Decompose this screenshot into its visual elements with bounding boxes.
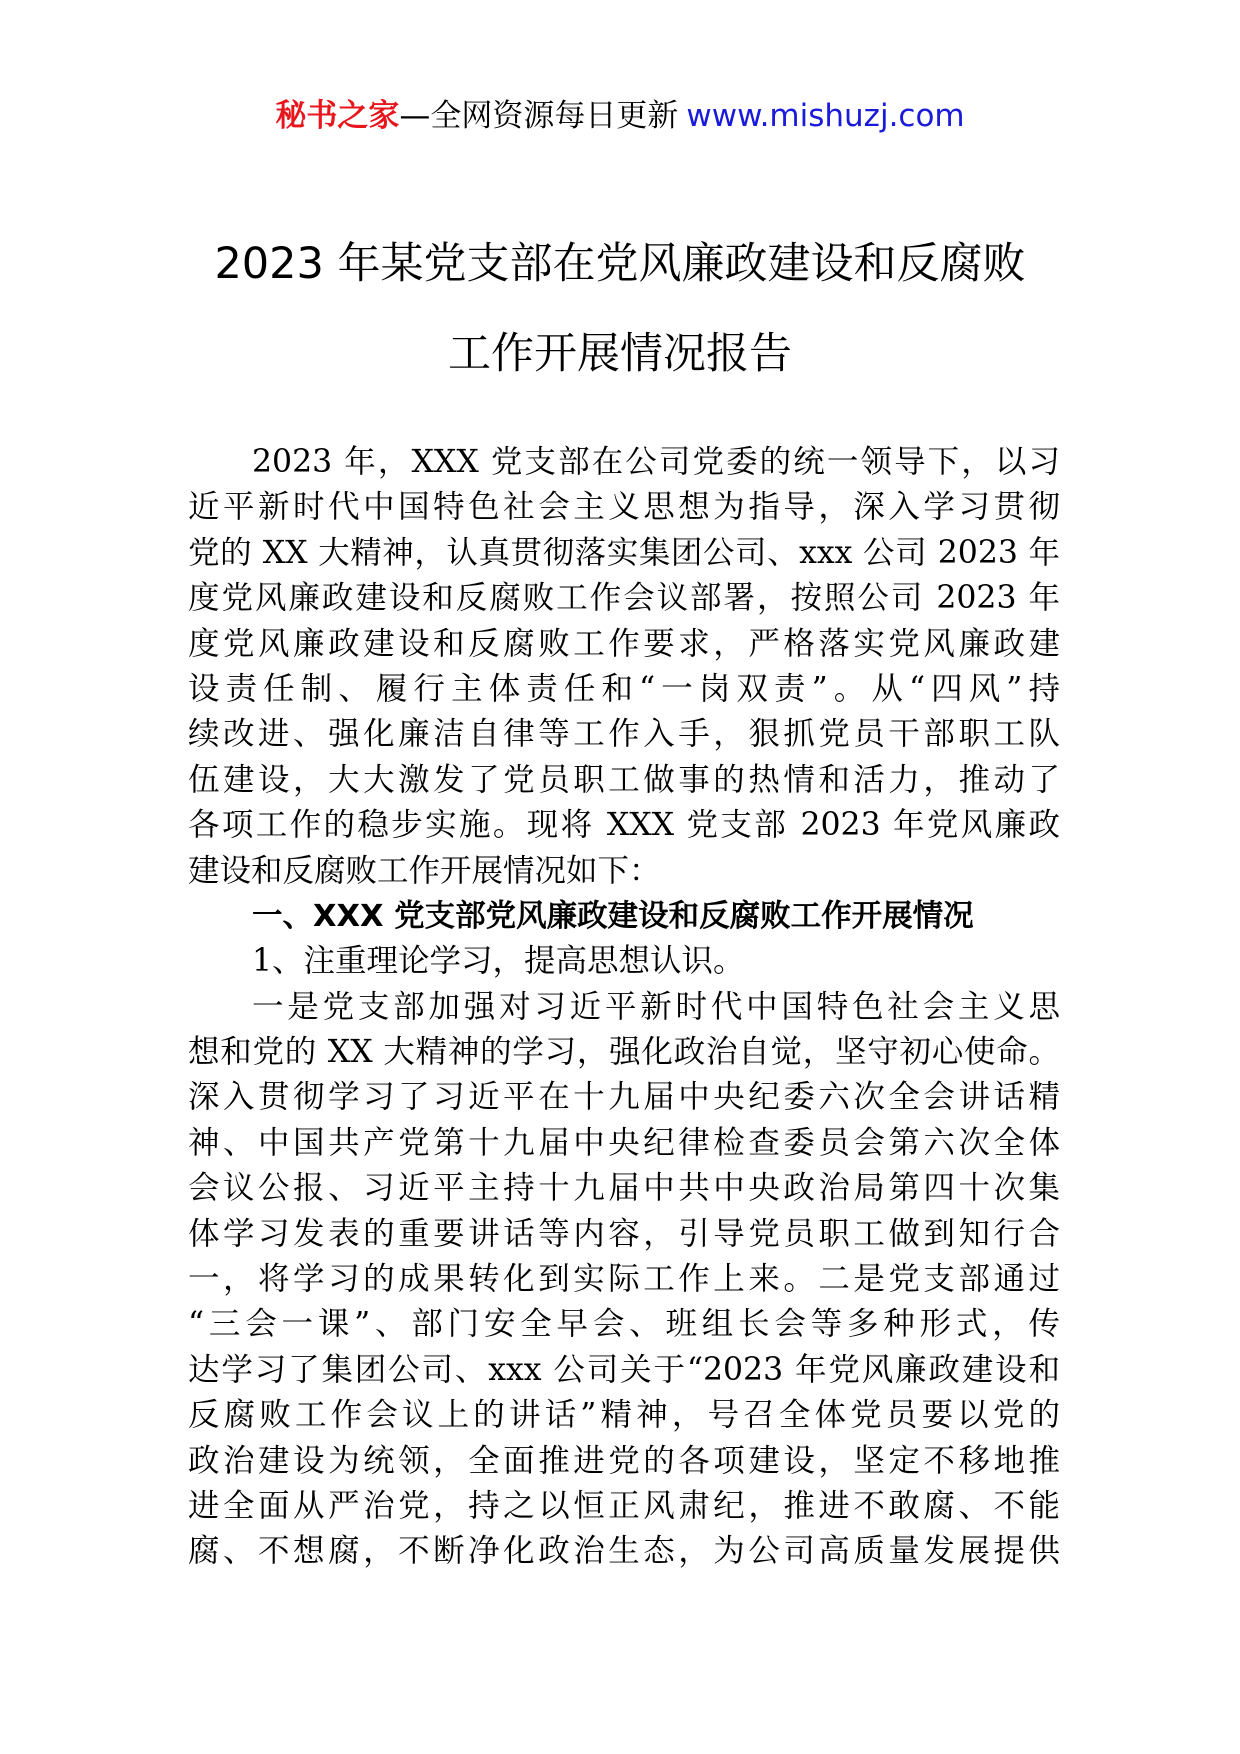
- body-line: 建设和反腐败工作开展情况如下：: [188, 852, 661, 889]
- site-tagline: —全网资源每日更新: [399, 98, 679, 134]
- body-line: 反腐败工作会议上的讲话”精神，号召全体党员要以党的: [188, 1397, 1060, 1434]
- section-heading: 一、XXX 党支部党风廉政建设和反腐败工作开展情况: [252, 898, 974, 934]
- body-line: 2023 年，XXX 党支部在公司党委的统一领导下，以习: [252, 444, 1060, 480]
- body-line: 近平新时代中国特色社会主义思想为指导，深入学习贯彻: [188, 489, 1060, 526]
- body-line: 各项工作的稳步实施。现将 XXX 党支部 2023 年党风廉政: [188, 807, 1060, 844]
- body-line: 设责任制、履行主体责任和“一岗双责”。从“四风”持: [188, 670, 1060, 707]
- body-line: 政治建设为统领，全面推进党的各项建设，坚定不移地推: [188, 1442, 1060, 1479]
- document-title-line-1: 2023 年某党支部在党风廉政建设和反腐败: [214, 239, 1026, 289]
- body-line: 想和党的 XX 大精神的学习，强化政治自觉，坚守初心使命。: [188, 1034, 1060, 1071]
- site-url-link[interactable]: www.mishuzj.com: [686, 98, 965, 134]
- body-line: 进全面从严治党，持之以恒正风肃纪，推进不敢腐、不能: [188, 1487, 1060, 1524]
- body-line: 神、中国共产党第十九届中央纪律检查委员会第六次全体: [188, 1124, 1060, 1161]
- body-line: 度党风廉政建设和反腐败工作会议部署，按照公司 2023 年: [188, 580, 1060, 617]
- body-line: 会议公报、习近平主持十九届中共中央政治局第四十次集: [188, 1170, 1060, 1207]
- document-body: [188, 440, 1060, 1575]
- body-line: 伍建设，大大激发了党员职工做事的热情和活力，推动了: [188, 761, 1060, 798]
- body-line: 续改进、强化廉洁自律等工作入手，狠抓党员干部职工队: [188, 716, 1060, 753]
- subsection-heading: 1、注重理论学习，提高思想认识。: [252, 943, 745, 980]
- body-line: 度党风廉政建设和反腐败工作要求，严格落实党风廉政建: [188, 625, 1060, 662]
- body-line: 腐、不想腐，不断净化政治生态，为公司高质量发展提供: [188, 1533, 1060, 1570]
- body-line: 一是党支部加强对习近平新时代中国特色社会主义思: [252, 988, 1060, 1025]
- document-title-line-2: 工作开展情况报告: [448, 329, 792, 379]
- body-line: 深入贯彻学习了习近平在十九届中央纪委六次全会讲话精: [188, 1079, 1060, 1116]
- brand-name: 秘书之家: [275, 98, 400, 134]
- site-header: [0, 96, 1240, 136]
- body-line: 体学习发表的重要讲话等内容，引导党员职工做到知行合: [188, 1215, 1060, 1252]
- body-line: 一，将学习的成果转化到实际工作上来。二是党支部通过: [188, 1261, 1060, 1298]
- body-line: “三会一课”、部门安全早会、班组长会等多种形式，传: [188, 1306, 1060, 1343]
- body-line: 党的 XX 大精神，认真贯彻落实集团公司、xxx 公司 2023 年: [188, 534, 1060, 571]
- body-line: 达学习了集团公司、xxx 公司关于“2023 年党风廉政建设和: [188, 1351, 1060, 1388]
